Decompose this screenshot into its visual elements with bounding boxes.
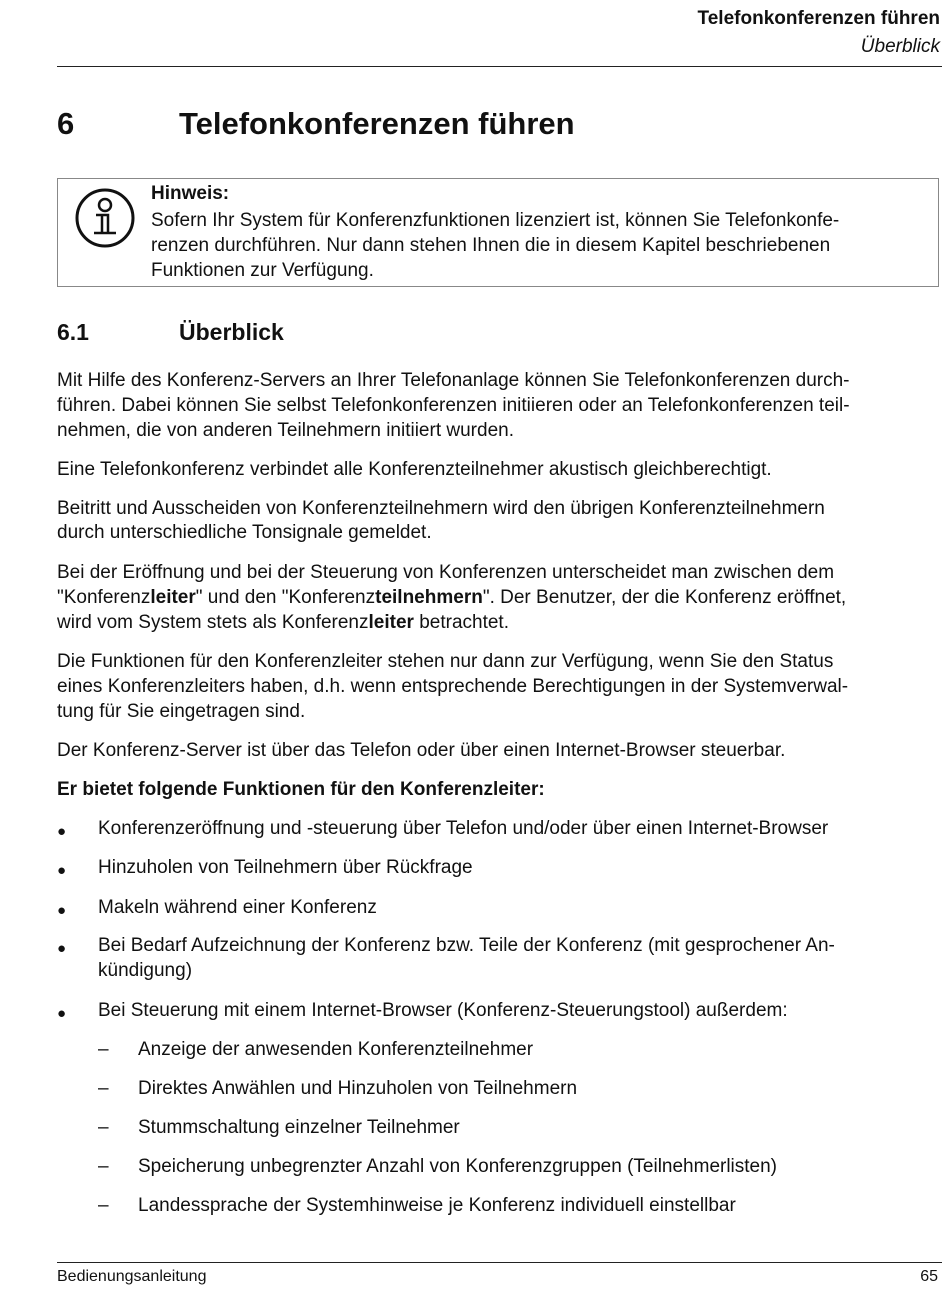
page-number: 65 — [920, 1268, 938, 1285]
dash-icon: – — [98, 1117, 109, 1138]
list-heading: Er bietet folgende Funktionen für den Konferenzleiter: — [57, 779, 545, 800]
sub-list-item: Landessprache der Systemhinweise je Konferenz individuell einstellbar — [138, 1195, 736, 1216]
paragraph-line — [57, 611, 509, 635]
list-item: Bei Steuerung mit einem Internet-Browser (Konferenz-Steuerungstool) außerdem: — [98, 1000, 788, 1021]
paragraph-line: Beitritt und Ausscheiden von Konferenzteilnehmern wird den übrigen Konferenzteilnehmern — [57, 498, 825, 519]
text-fragment: wird vom System stets als Konferenz — [57, 612, 369, 633]
header-rule — [57, 66, 942, 67]
dash-icon: – — [98, 1039, 109, 1060]
paragraph-line: Die Funktionen für den Konferenzleiter stehen nur dann zur Verfügung, wenn Sie den Status — [57, 651, 834, 672]
sub-list-item: Stummschaltung einzelner Teilnehmer — [138, 1117, 460, 1138]
running-header-title: Telefonkonferenzen führen — [697, 8, 940, 29]
sub-list-item: Anzeige der anwesenden Konferenzteilnehmer — [138, 1039, 534, 1060]
paragraph-line: eines Konferenzleiters haben, d.h. wenn entsprechende Berechtigungen in der Systemverwal- — [57, 676, 849, 697]
dash-icon: – — [98, 1156, 109, 1177]
note-line: Funktionen zur Verfügung. — [151, 260, 374, 281]
bold-term: leiter — [150, 587, 196, 608]
text-fragment: "Konferenz — [57, 587, 151, 608]
list-item-continuation: kündigung) — [98, 960, 193, 981]
chapter-title: Telefonkonferenzen führen — [179, 106, 575, 141]
note-line: renzen durchführen. Nur dann stehen Ihnen die in diesem Kapitel beschriebenen — [151, 235, 831, 256]
text-fragment: ". Der Benutzer, der die Konferenz eröffnet, — [482, 587, 847, 608]
list-item: Bei Bedarf Aufzeichnung der Konferenz bzw. Teile der Konferenz (mit gesprochener An- — [98, 935, 835, 956]
paragraph-line: nehmen, die von anderen Teilnehmern initiiert wurden. — [57, 420, 514, 441]
section-title: Überblick — [179, 319, 284, 345]
running-header-subtitle: Überblick — [860, 36, 940, 57]
note-line: Sofern Ihr System für Konferenzfunktionen lizenziert ist, können Sie Telefonkonfe- — [151, 210, 840, 231]
info-icon — [74, 187, 136, 249]
bold-term: teilnehmern — [375, 587, 483, 608]
note-box — [57, 178, 939, 287]
paragraph-line: tung für Sie eingetragen sind. — [57, 701, 306, 722]
sub-list-item: Speicherung unbegrenzter Anzahl von Konferenzgruppen (Teilnehmerlisten) — [138, 1156, 778, 1177]
dash-icon: – — [98, 1078, 109, 1099]
bold-term: leiter — [368, 612, 414, 633]
paragraph-line: Der Konferenz-Server ist über das Telefon oder über einen Internet-Browser steuerbar. — [57, 740, 786, 761]
list-item: Makeln während einer Konferenz — [98, 897, 377, 918]
paragraph-line: Mit Hilfe des Konferenz-Servers an Ihrer Telefonanlage können Sie Telefonkonferenzen durch- — [57, 370, 850, 391]
paragraph-line: durch unterschiedliche Tonsignale gemeldet. — [57, 522, 432, 543]
paragraph-line: führen. Dabei können Sie selbst Telefonkonferenzen initiieren oder an Telefonkonferenzen teil- — [57, 395, 850, 416]
paragraph-line: Bei der Eröffnung und bei der Steuerung von Konferenzen unterscheidet man zwischen dem — [57, 562, 835, 583]
text-fragment: " und den "Konferenz — [195, 587, 376, 608]
section-number: 6.1 — [57, 319, 89, 345]
chapter-number: 6 — [57, 106, 75, 141]
footer-label: Bedienungsanleitung — [57, 1268, 207, 1285]
bullet-icon: ● — [57, 862, 67, 879]
note-heading: Hinweis: — [151, 183, 230, 204]
sub-list-item: Direktes Anwählen und Hinzuholen von Teilnehmern — [138, 1078, 578, 1099]
list-item: Konferenzeröffnung und -steuerung über Telefon und/oder über einen Internet-Browser — [98, 818, 829, 839]
bullet-icon: ● — [57, 902, 67, 919]
footer-rule — [57, 1262, 942, 1263]
bullet-icon: ● — [57, 1005, 67, 1022]
dash-icon: – — [98, 1195, 109, 1216]
paragraph-line: Eine Telefonkonferenz verbindet alle Konferenzteilnehmer akustisch gleichberechtigt. — [57, 459, 772, 480]
paragraph-line — [57, 586, 846, 610]
text-fragment: betrachtet. — [413, 612, 509, 633]
list-item: Hinzuholen von Teilnehmern über Rückfrage — [98, 857, 473, 878]
bullet-icon: ● — [57, 940, 67, 957]
bullet-icon: ● — [57, 823, 67, 840]
